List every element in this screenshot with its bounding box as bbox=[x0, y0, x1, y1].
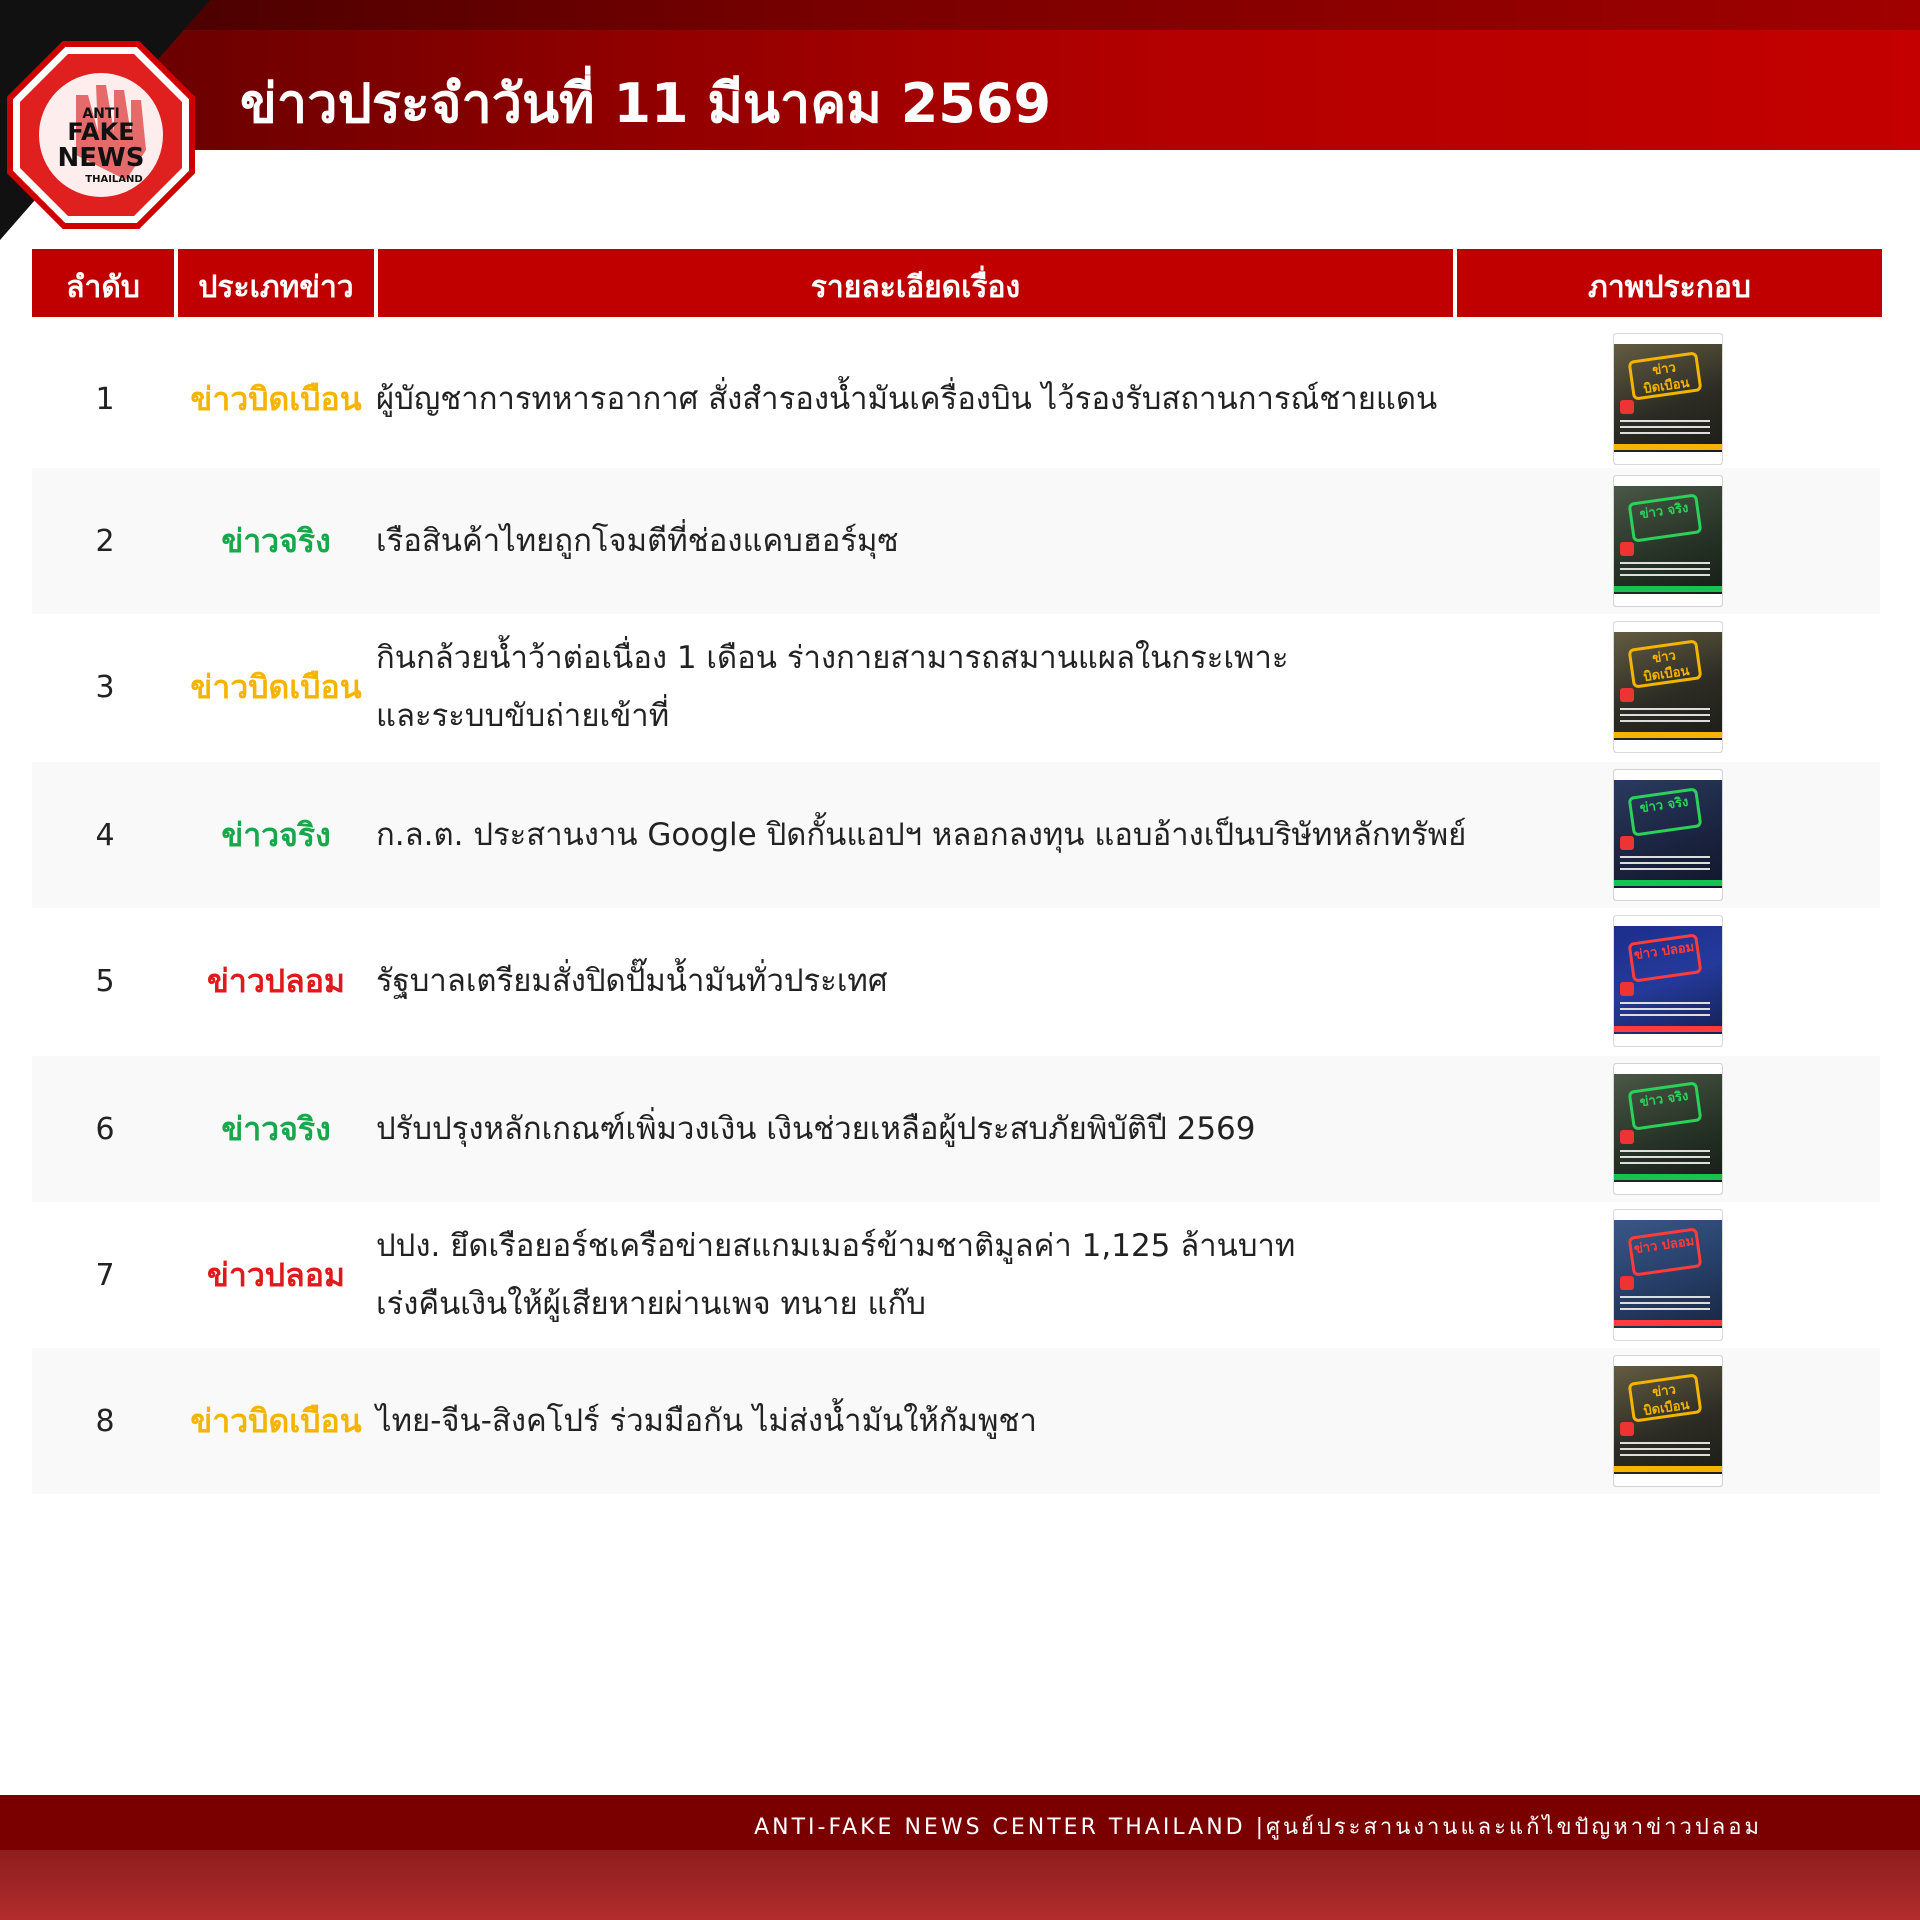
news-type-label: ข่าวบิดเบือน bbox=[190, 1401, 362, 1440]
row-number: 7 bbox=[95, 1257, 115, 1293]
svg-text:THAILAND: THAILAND bbox=[85, 174, 143, 185]
hand-icon bbox=[1620, 982, 1634, 996]
verdict-stamp: ข่าว บิดเบือน bbox=[1628, 639, 1703, 688]
thumbnail-topbar bbox=[1614, 1210, 1722, 1220]
thumbnail-text-lines bbox=[1620, 1296, 1710, 1312]
news-detail bbox=[376, 614, 1486, 760]
news-thumbnail[interactable] bbox=[1614, 916, 1722, 1046]
thumbnail-footer bbox=[1614, 1182, 1722, 1194]
row-number: 8 bbox=[95, 1403, 115, 1439]
news-thumbnail[interactable] bbox=[1614, 476, 1722, 606]
news-detail-line: ปรับปรุงหลักเกณฑ์เพิ่มวงเงิน เงินช่วยเหลือผู้ประสบภัยพิบัติปี 2569 bbox=[376, 1111, 1256, 1147]
thumbnail-text-lines bbox=[1620, 856, 1710, 872]
news-detail bbox=[376, 468, 1486, 614]
thumbnail-band bbox=[1614, 880, 1722, 886]
thumbnail-text-lines bbox=[1620, 562, 1710, 578]
thumbnail-topbar bbox=[1614, 1064, 1722, 1074]
thumbnail-topbar bbox=[1614, 1356, 1722, 1366]
thumbnail-topbar bbox=[1614, 476, 1722, 486]
row-number: 4 bbox=[95, 817, 115, 853]
page-title: ข่าวประจำวันที่ 11 มีนาคม 2569 bbox=[240, 72, 1052, 135]
news-detail-line: กินกล้วยน้ำว้าต่อเนื่อง 1 เดือน ร่างกายสามารถสมานแผลในกระเพาะ bbox=[376, 640, 1289, 676]
thumbnail-text-lines bbox=[1620, 1150, 1710, 1166]
news-thumbnail[interactable] bbox=[1614, 334, 1722, 464]
news-detail-line: เร่งคืนเงินให้ผู้เสียหายผ่านเพจ ทนาย แก๊บ bbox=[376, 1286, 926, 1322]
news-thumbnail[interactable] bbox=[1614, 1356, 1722, 1486]
news-detail bbox=[376, 326, 1486, 472]
news-detail-line: และระบบขับถ่ายเข้าที่ bbox=[376, 698, 670, 734]
verdict-stamp: ข่าว บิดเบือน bbox=[1628, 351, 1703, 400]
footer bbox=[0, 1795, 1920, 1920]
verdict-stamp: ข่าว จริง bbox=[1628, 1081, 1703, 1130]
column-header-type: ประเภทข่าว bbox=[178, 249, 374, 317]
svg-text:FAKE: FAKE bbox=[67, 118, 135, 146]
anti-fake-news-logo bbox=[6, 40, 196, 230]
verdict-stamp: ข่าว ปลอม bbox=[1628, 1227, 1703, 1276]
news-detail-line: ก.ล.ต. ประสานงาน Google ปิดกั้นแอปฯ หลอกลงทุน แอบอ้างเป็นบริษัทหลักทรัพย์ bbox=[376, 817, 1467, 853]
news-type-label: ข่าวปลอม bbox=[206, 961, 346, 1000]
column-header-detail: รายละเอียดเรื่อง bbox=[378, 249, 1453, 317]
verdict-stamp: ข่าว ปลอม bbox=[1628, 933, 1703, 982]
hand-icon bbox=[1620, 400, 1634, 414]
news-detail-line: รัฐบาลเตรียมสั่งปิดปั๊มน้ำมันทั่วประเทศ bbox=[376, 963, 888, 999]
thumbnail-band bbox=[1614, 732, 1722, 738]
news-thumbnail[interactable] bbox=[1614, 1210, 1722, 1340]
thumbnail-band bbox=[1614, 586, 1722, 592]
news-detail-line: เรือสินค้าไทยถูกโจมตีที่ช่องแคบฮอร์มุซ bbox=[376, 523, 899, 559]
row-number: 6 bbox=[95, 1111, 115, 1147]
news-thumbnail[interactable] bbox=[1614, 622, 1722, 752]
hand-icon bbox=[1620, 1422, 1634, 1436]
thumbnail-topbar bbox=[1614, 334, 1722, 344]
row-number: 1 bbox=[95, 381, 115, 417]
thumbnail-footer bbox=[1614, 888, 1722, 900]
thumbnail-text-lines bbox=[1620, 1442, 1710, 1458]
thumbnail-text-lines bbox=[1620, 1002, 1710, 1018]
table-row bbox=[32, 1202, 1880, 1348]
news-type-label: ข่าวบิดเบือน bbox=[190, 379, 362, 418]
row-number: 5 bbox=[95, 963, 115, 999]
thumbnail-band bbox=[1614, 1320, 1722, 1326]
news-detail bbox=[376, 908, 1486, 1054]
footer-text: ANTI-FAKE NEWS CENTER THAILAND |ศูนย์ประสานงานและแก้ไขปัญหาข่าวปลอม bbox=[754, 1815, 1762, 1840]
thumbnail-band bbox=[1614, 444, 1722, 450]
news-type-label: ข่าวปลอม bbox=[206, 1255, 346, 1294]
table-row bbox=[32, 908, 1880, 1054]
thumbnail-topbar bbox=[1614, 916, 1722, 926]
table-row bbox=[32, 614, 1880, 760]
hand-icon bbox=[1620, 542, 1634, 556]
thumbnail-footer bbox=[1614, 452, 1722, 464]
column-header-number: ลำดับ bbox=[32, 249, 174, 317]
news-thumbnail[interactable] bbox=[1614, 1064, 1722, 1194]
thumbnail-band bbox=[1614, 1026, 1722, 1032]
news-detail bbox=[376, 1348, 1486, 1494]
news-type-label: ข่าวจริง bbox=[221, 815, 331, 854]
news-thumbnail[interactable] bbox=[1614, 770, 1722, 900]
hand-icon bbox=[1620, 1130, 1634, 1144]
thumbnail-band bbox=[1614, 1466, 1722, 1472]
thumbnail-topbar bbox=[1614, 770, 1722, 780]
thumbnail-footer bbox=[1614, 1474, 1722, 1486]
thumbnail-footer bbox=[1614, 1328, 1722, 1340]
table-row bbox=[32, 762, 1880, 908]
svg-text:NEWS: NEWS bbox=[57, 143, 145, 173]
news-detail bbox=[376, 762, 1486, 908]
thumbnail-footer bbox=[1614, 740, 1722, 752]
table-row bbox=[32, 326, 1880, 472]
news-detail-line: ปปง. ยึดเรือยอร์ชเครือข่ายสแกมเมอร์ข้ามชาติมูลค่า 1,125 ล้านบาท bbox=[376, 1228, 1296, 1264]
news-type-label: ข่าวจริง bbox=[221, 521, 331, 560]
thumbnail-band bbox=[1614, 1174, 1722, 1180]
hand-icon bbox=[1620, 836, 1634, 850]
svg-text:ANTI: ANTI bbox=[82, 106, 120, 122]
news-detail bbox=[376, 1202, 1486, 1348]
table-row bbox=[32, 468, 1880, 614]
table-row bbox=[32, 1348, 1880, 1494]
news-detail-line: ผู้บัญชาการทหารอากาศ สั่งสำรองน้ำมันเครื่องบิน ไว้รองรับสถานการณ์ชายแดน bbox=[376, 381, 1438, 417]
row-number: 3 bbox=[95, 669, 115, 705]
column-header-image: ภาพประกอบ bbox=[1457, 249, 1882, 317]
table-row bbox=[32, 1056, 1880, 1202]
verdict-stamp: ข่าว จริง bbox=[1628, 493, 1703, 542]
thumbnail-text-lines bbox=[1620, 708, 1710, 724]
news-detail bbox=[376, 1056, 1486, 1202]
verdict-stamp: ข่าว บิดเบือน bbox=[1628, 1373, 1703, 1422]
hand-icon bbox=[1620, 1276, 1634, 1290]
row-number: 2 bbox=[95, 523, 115, 559]
news-detail-line: ไทย-จีน-สิงคโปร์ ร่วมมือกัน ไม่ส่งน้ำมันให้กัมพูชา bbox=[376, 1403, 1037, 1439]
thumbnail-text-lines bbox=[1620, 420, 1710, 436]
hand-icon bbox=[1620, 688, 1634, 702]
thumbnail-topbar bbox=[1614, 622, 1722, 632]
news-type-label: ข่าวบิดเบือน bbox=[190, 667, 362, 706]
thumbnail-footer bbox=[1614, 1034, 1722, 1046]
verdict-stamp: ข่าว จริง bbox=[1628, 787, 1703, 836]
news-type-label: ข่าวจริง bbox=[221, 1109, 331, 1148]
thumbnail-footer bbox=[1614, 594, 1722, 606]
